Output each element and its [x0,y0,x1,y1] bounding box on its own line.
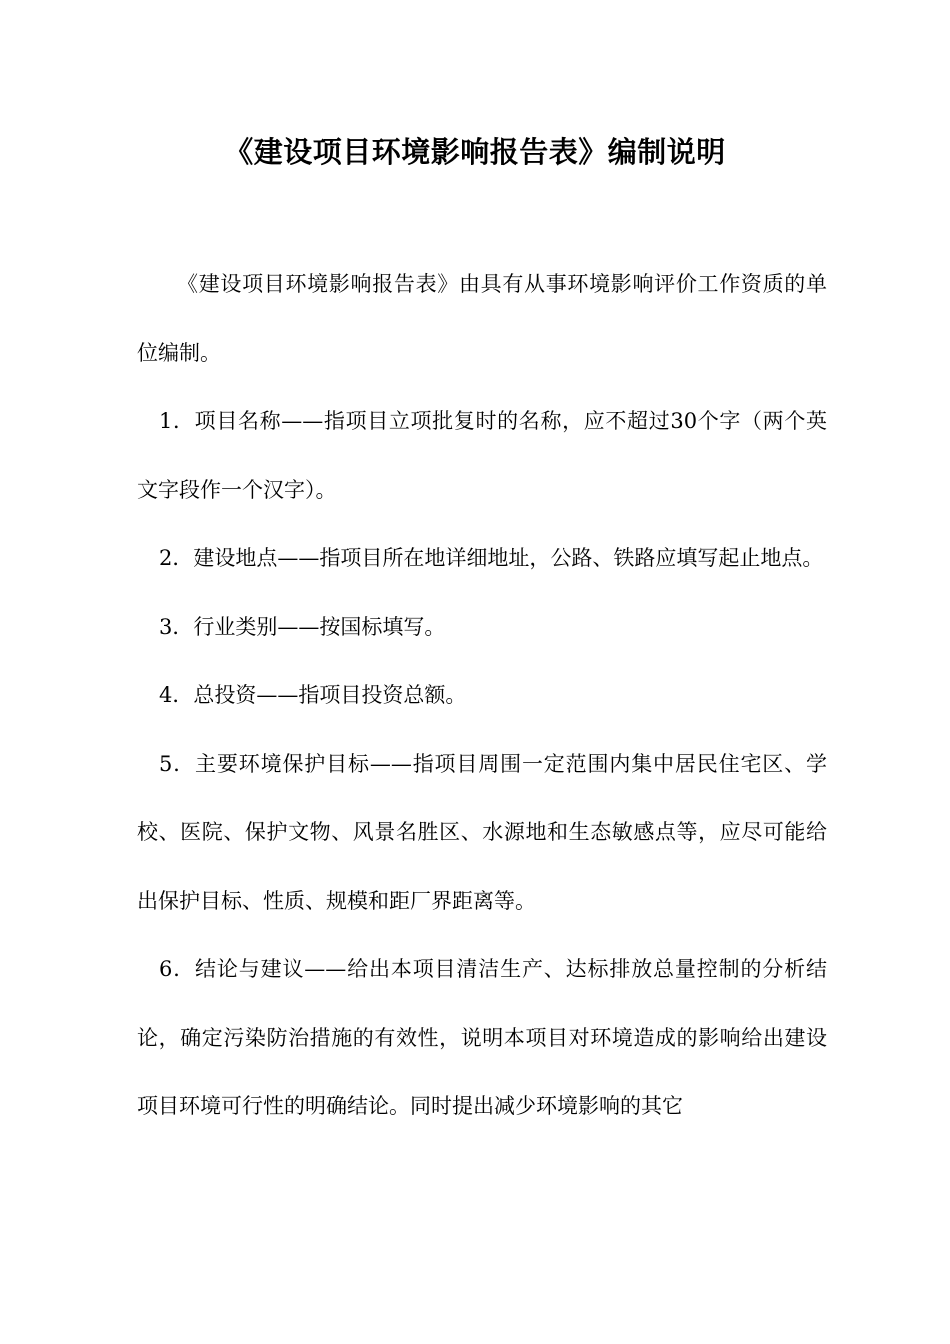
paragraph-intro: 《建设项目环境影响报告表》由具有从事环境影响评价工作资质的单位编制。 [137,272,827,365]
paragraph-item-1: 1．项目名称——指项目立项批复时的名称，应不超过30个字（两个英文字段作一个汉字）。 [137,409,827,502]
paragraph-item-3: 3．行业类别——按国标填写。 [159,614,446,639]
paragraph-item-4: 4．总投资——指项目投资总额。 [159,683,467,707]
paragraph-item-6: 6．结论与建议——给出本项目清洁生产、达标排放总量控制的分析结论，确定污染防治措施的有效性，说明本项目对环境造成的影响给出建设项目环境可行性的明确结论。同时提出减少环境影响的其它 [137,957,827,1118]
document-title: 《建设项目环境影响报告表》编制说明 [224,135,726,169]
document-body [137,250,827,1141]
paragraph-item-2: 2．建设地点——指项目所在地详细地址，公路、铁路应填写起止地点。 [159,546,824,570]
paragraph-item-5: 5．主要环境保护目标——指项目周围一定范围内集中居民住宅区、学校、医院、保护文物、风景名胜区、水源地和生态敏感点等，应尽可能给出保护目标、性质、规模和距厂界距离等。 [137,751,827,913]
